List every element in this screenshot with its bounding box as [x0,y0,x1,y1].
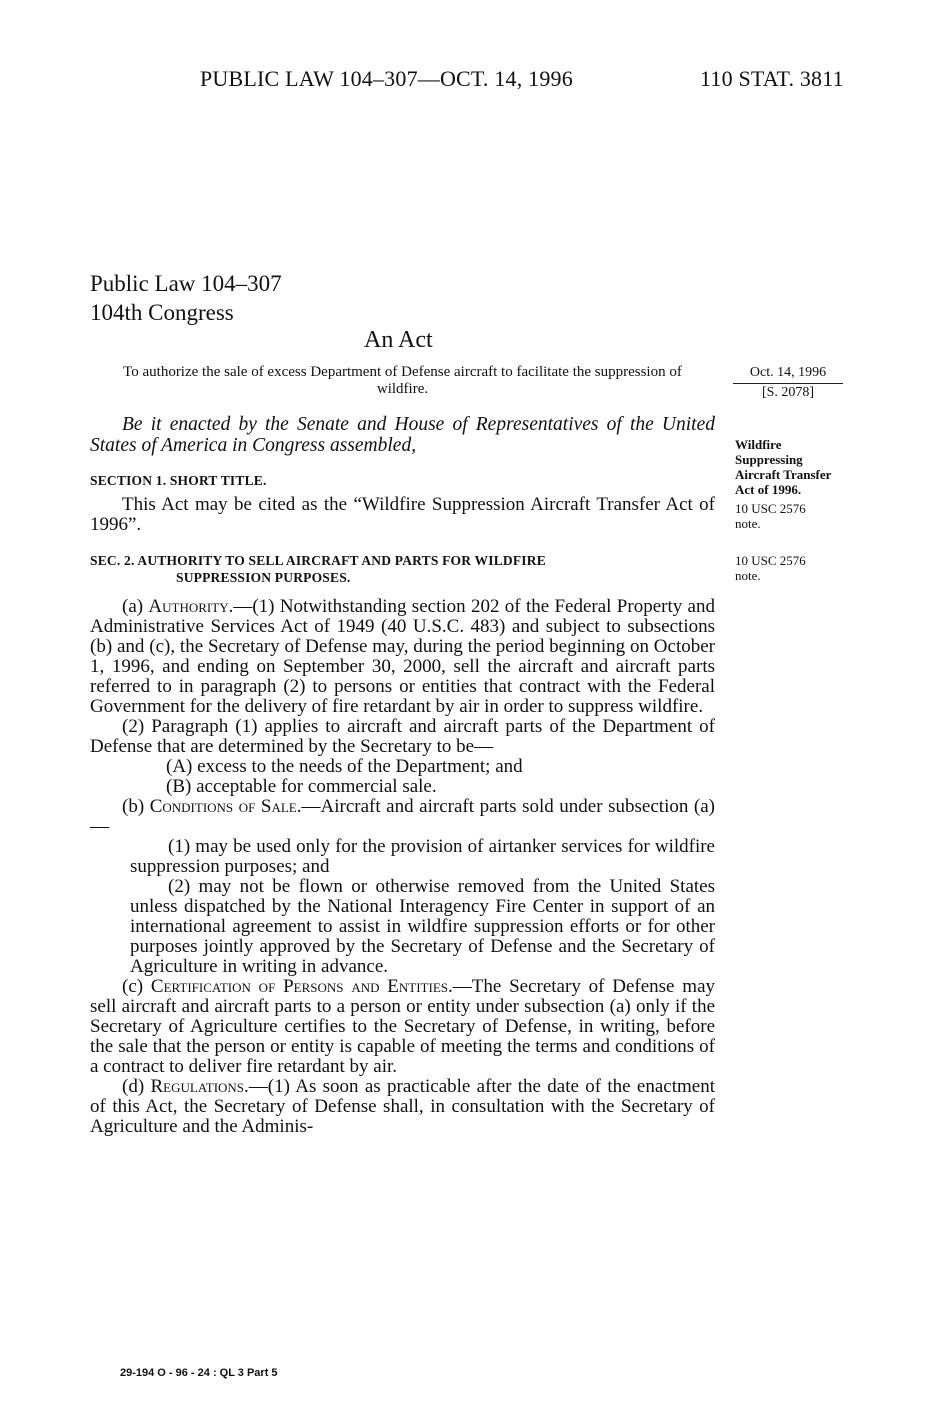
subsection-heading: Authority [148,596,229,617]
subsection-text: .—The Secretary of Defense may sell aircraft and aircraft parts to a person or entity under subsection (a) only if the Secretary of Agriculture certifies to the Secretary of Defense, in writing, before the sale that the person or entity is capable of meeting the terms and conditions of a contract to deliver fire retardant by air. [90,976,715,1077]
paragraph-a2: (2) Paragraph (1) applies to aircraft and aircraft parts of the Department of Defense that are determined by the Secretary to be— [90,716,715,757]
section-1-text: This Act may be cited as the “Wildfire Suppression Aircraft Transfer Act of 1996”. [90,494,715,535]
subsection-label: (b) [122,796,150,817]
subparagraph-a2A: (A) excess to the needs of the Department; and [166,756,523,777]
an-act-heading: An Act [364,327,433,353]
subsection-label: (d) [122,1076,151,1097]
margin-note-cite-2 [735,553,806,583]
subsection-text: .—Aircraft and aircraft parts sold under subsection (a)— [90,796,715,837]
running-header-page: 110 STAT. 3811 [700,66,844,91]
section-1-heading: SECTION 1. SHORT TITLE. [90,473,267,488]
bill-number: [S. 2078] [761,385,815,400]
subsection-b [90,797,715,837]
act-purpose: To authorize the sale of excess Department of Defense aircraft to facilitate the suppression of wildfire. [123,364,682,397]
section-2-body [90,597,715,1137]
subsection-text: .—(1) As soon as practicable after the date of the enactment of this Act, the Secretary of Defense shall, in consultation with the Secretary of Agriculture and the Adminis- [90,1076,716,1137]
subsection-label: (c) [122,976,151,997]
section-2-heading-line: SUPPRESSION PURPOSES. [176,570,351,585]
margin-note-line: 10 USC 2576 [735,501,806,516]
subsection-label: (a) [122,596,149,617]
margin-note-line: note. [735,516,761,531]
section-2-heading [90,552,715,586]
margin-note-line: 10 USC 2576 [735,553,806,568]
subsection-text: .—(1) Notwithstanding section 202 of the Federal Property and Administrative Services Act of 1949 (40 U.S.C. 483) and subject to subsections (b) and (c), the Secretary of Defense may, during the period beginning on October 1, 1996, and ending on September 30, 2000, sell the aircraft and aircraft parts referred to in paragraph (2) to persons or entities that contract with the Federal Government for the delivery of fire retardant by air in order to suppress wildfire. [90,596,715,717]
subsection-a [90,597,715,717]
margin-note-line: Act of 1996. [735,482,802,497]
congress-number: 104th Congress [90,300,234,325]
running-header-law: PUBLIC LAW 104–307—OCT. 14, 1996 [200,66,573,91]
subsection-d [90,1077,715,1137]
margin-note-line: Aircraft Transfer [735,467,832,482]
margin-note-line: Wildfire [735,437,782,452]
margin-note-cite-1 [735,501,806,531]
enactment-date: Oct. 14, 1996 [733,364,843,384]
margin-date-block [733,364,843,402]
margin-note-short-title [735,437,831,497]
subparagraph-a2B: (B) acceptable for commercial sale. [166,776,437,797]
subsection-c [90,977,715,1077]
subsection-heading: Regulations [150,1076,245,1097]
public-law-number: Public Law 104–307 [90,271,282,296]
margin-note-line: note. [735,568,761,583]
enacting-clause: Be it enacted by the Senate and House of Representatives of the United States of America in Congress assembled, [90,414,715,456]
subsection-heading: Certification of Persons and Entities [150,976,448,997]
section-2-heading-line: SEC. 2. AUTHORITY TO SELL AIRCRAFT AND PARTS FOR WILDFIRE [90,553,546,568]
subsection-heading: Conditions of Sale [149,796,297,817]
margin-note-line: Suppressing [735,452,803,467]
paragraph-b2: (2) may not be flown or otherwise removed from the United States unless dispatched by the National Interagency Fire Center in support of an international agreement to assist in wildfire suppression efforts or for other purposes jointly approved by the Secretary of Defense and the Secretary of Agriculture in writing in advance. [130,876,715,977]
paragraph-b1: (1) may be used only for the provision of airtanker services for wildfire suppression purposes; and [130,836,715,877]
print-footer: 29-194 O - 96 - 24 : QL 3 Part 5 [120,1367,278,1379]
